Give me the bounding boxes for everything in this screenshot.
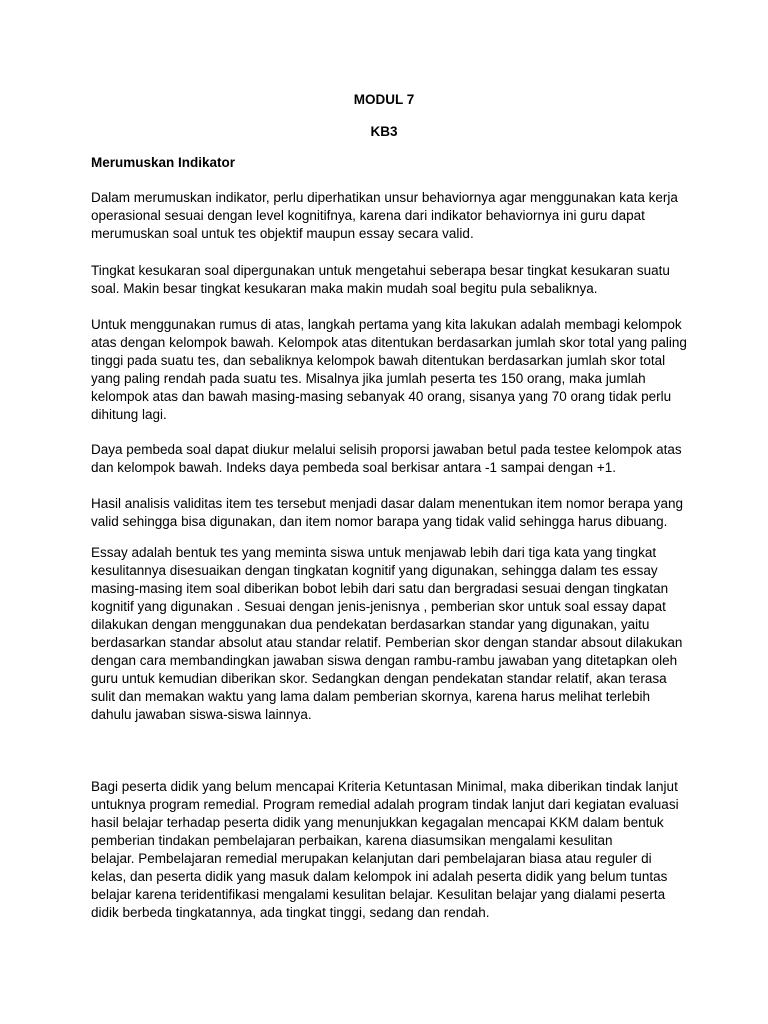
paragraph-line: masing-masing item soal diberikan bobot lebih dari satu dan bergradasi sesuai dengan tingkatan (91, 581, 669, 596)
paragraph-line: untuknya program remedial. Program remedial adalah program tindak lanjut dari kegiatan evaluasi (91, 797, 679, 812)
paragraph-line: Essay adalah bentuk tes yang meminta siswa untuk menjawab lebih dari tiga kata yang tingkat (91, 545, 657, 560)
paragraph-daya-pembeda (91, 441, 681, 477)
paragraph-line: dahulu jawaban siswa-siswa lainnya. (91, 707, 312, 722)
paragraph-validitas (91, 495, 684, 531)
paragraph-line: hasil belajar terhadap peserta didik yang menunjukkan kegagalan mencapai KKM dalam bentuk (91, 815, 664, 830)
paragraph-line: Untuk menggunakan rumus di atas, langkah pertama yang kita lakukan adalah membagi kelompok (91, 317, 682, 332)
section-heading: Merumuskan Indikator (91, 155, 236, 170)
module-title: MODUL 7 (353, 92, 415, 107)
paragraph-line: tinggi pada suatu tes, dan sebaliknya kelompok bawah ditentukan berdasarkan jumlah skor total (91, 353, 666, 368)
paragraph-line: kognitif yang digunakan . Sesuai dengan jenis-jenisnya , pemberian skor untuk soal essay dapat (91, 599, 666, 614)
paragraph-line: dan kelompok bawah. Indeks daya pembeda soal berkisar antara -1 sampai dengan +1. (91, 460, 616, 475)
paragraph-line: dihitung lagi. (91, 407, 167, 422)
paragraph-line: sulit dan memakan waktu yang lama dalam pemberian skornya, karena harus melihat terlebih (91, 689, 651, 704)
paragraph-kelompok (91, 316, 687, 424)
paragraph-line: pemberian tindakan pembelajaran perbaikan, karena diasumsikan mengalami kesulitan (91, 833, 613, 848)
paragraph-line: berdasarkan standar absolut atau standar relatif. Pemberian skor dengan standar absout dilakukan (91, 635, 683, 650)
paragraph-line: kelompok atas dan bawah masing-masing sebanyak 40 orang, sisanya yang 70 orang tidak perlu (91, 389, 672, 404)
paragraph-line: dilakukan dengan menggunakan dua pendekatan berdasarkan standar yang digunakan, yaitu (91, 617, 650, 632)
paragraph-tingkat-kesukaran (91, 262, 681, 298)
paragraph-line: Hasil analisis validitas item tes tersebut menjadi dasar dalam menentukan item nomor berapa yang (91, 496, 684, 511)
paragraph-line: yang paling rendah pada suatu tes. Misalnya jika jumlah peserta tes 150 orang, maka jumlah (91, 371, 646, 386)
paragraph-essay (91, 544, 681, 724)
paragraph-line: belajar karena teridentifikasi mengalami kesulitan belajar. Kesulitan belajar yang dialami peserta (91, 887, 666, 902)
paragraph-line: Daya pembeda soal dapat diukur melalui selisih proporsi jawaban betul pada testee kelompok atas (91, 442, 682, 457)
paragraph-line: operasional sesuai dengan level kognitifnya, karena dari indikator behaviornya ini guru dapat (91, 208, 645, 223)
paragraph-line: soal. Makin besar tingkat kesukaran maka makin mudah soal begitu pula sebaliknya. (91, 281, 598, 296)
paragraph-line: didik berbeda tingkatannya, ada tingkat tinggi, sedang dan rendah. (91, 905, 490, 920)
paragraph-remedial (91, 778, 681, 922)
paragraph-line: atas dengan kelompok bawah. Kelompok atas ditentukan berdasarkan jumlah skor total yang paling (91, 335, 687, 350)
paragraph-line: guru untuk kemudian diberikan skor. Sedangkan dengan pendekatan standar relatif, akan terasa (91, 671, 667, 686)
paragraph-line: kesulitannya disesuaikan dengan tingkatan kognitif yang digunakan, sehingga dalam tes essay (91, 563, 658, 578)
paragraph-line: kelas, dan peserta didik yang masuk dalam kelompok ini adalah peserta didik yang belum tuntas (91, 869, 668, 884)
paragraph-indikator (91, 189, 681, 243)
paragraph-line: belajar. Pembelajaran remedial merupakan kelanjutan dari pembelajaran biasa atau reguler di (91, 851, 652, 866)
paragraph-line: Bagi peserta didik yang belum mencapai Kriteria Ketuntasan Minimal, maka diberikan tindak lanjut (91, 779, 678, 794)
paragraph-line: Tingkat kesukaran soal dipergunakan untuk mengetahui seberapa besar tingkat kesukaran suatu (91, 263, 670, 278)
paragraph-line: merumuskan soal untuk tes objektif maupun essay secara valid. (91, 226, 474, 241)
paragraph-line: dengan cara membandingkan jawaban siswa dengan rambu-rambu jawaban yang ditetapkan oleh (91, 653, 678, 668)
paragraph-line: valid sehingga bisa digunakan, dan item nomor barapa yang tidak valid sehingga harus dibuang. (91, 514, 668, 529)
paragraph-line: Dalam merumuskan indikator, perlu diperhatikan unsur behaviornya agar menggunakan kata kerja (91, 190, 678, 205)
module-subtitle: KB3 (370, 124, 398, 139)
